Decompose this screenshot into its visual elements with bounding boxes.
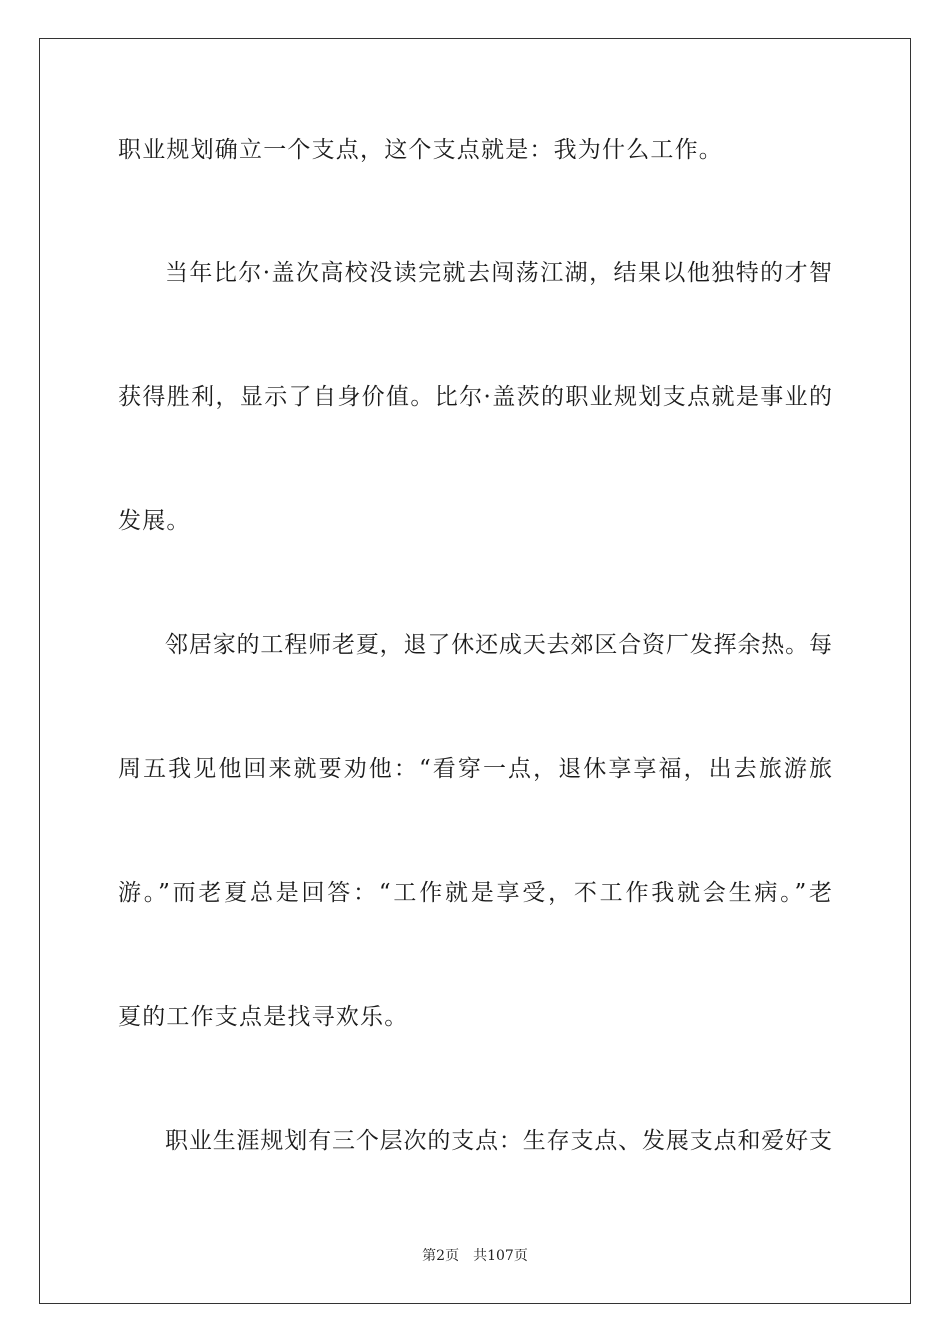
paragraph-line-1: 职业规划确立一个支点，这个支点就是：我为什么工作。: [118, 137, 723, 163]
paragraph-line-5: 邻居家的工程师老夏，退了休还成天去郊区合资厂发挥余热。每: [165, 632, 832, 658]
paragraph-line-6: 周五我见他回来就要劝他：“看穿一点，退休享享福，出去旅游旅: [118, 756, 832, 782]
paragraph-line-8: 夏的工作支点是找寻欢乐。: [118, 1004, 409, 1030]
paragraph-line-2: 当年比尔·盖次高校没读完就去闯荡江湖，结果以他独特的才智: [165, 260, 832, 286]
page-border: [39, 38, 911, 1304]
total-pages: 共107页: [473, 1248, 528, 1264]
paragraph-line-9: 职业生涯规划有三个层次的支点：生存支点、发展支点和爱好支: [165, 1128, 832, 1154]
page-footer: [0, 1246, 950, 1266]
page-number: 第2页: [422, 1248, 460, 1264]
paragraph-line-7: 游。”而老夏总是回答：“工作就是享受，不工作我就会生病。”老: [118, 880, 832, 906]
paragraph-line-3: 获得胜利，显示了自身价值。比尔·盖茨的职业规划支点就是事业的: [118, 384, 832, 410]
paragraph-line-4: 发展。: [118, 508, 191, 534]
